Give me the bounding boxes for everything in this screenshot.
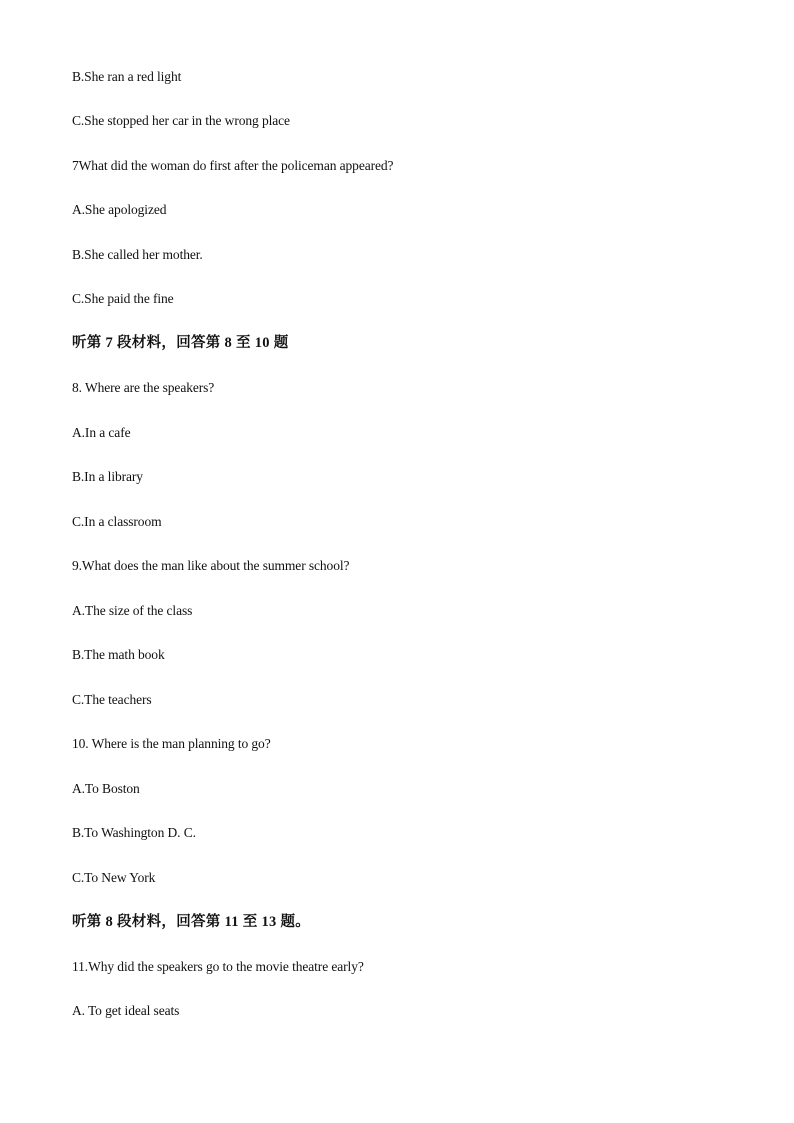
option-line: A.To Boston	[72, 781, 140, 796]
option-line: B.To Washington D. C.	[72, 825, 196, 840]
question-line: 9.What does the man like about the summer school?	[72, 558, 350, 573]
option-line: A. To get ideal seats	[72, 1003, 180, 1018]
option-line: B.She called her mother.	[72, 247, 203, 262]
section-heading: 听第 8 段材料，回答第 11 至 13 题。	[72, 914, 311, 930]
option-line: B.She ran a red light	[72, 69, 182, 84]
option-line: A.The size of the class	[72, 603, 193, 618]
question-line: 7What did the woman do first after the policeman appeared?	[72, 158, 394, 173]
question-line: 11.Why did the speakers go to the movie theatre early?	[72, 959, 364, 974]
option-line: B.In a library	[72, 469, 143, 484]
option-line: C.To New York	[72, 870, 156, 885]
option-line: B.The math book	[72, 647, 165, 662]
option-line: A.She apologized	[72, 202, 167, 217]
question-line: 10. Where is the man planning to go?	[72, 736, 271, 751]
option-line: C.She paid the fine	[72, 291, 174, 306]
option-line: C.The teachers	[72, 692, 152, 707]
option-line: C.She stopped her car in the wrong place	[72, 113, 290, 128]
section-heading: 听第 7 段材料，回答第 8 至 10 题	[72, 335, 289, 351]
option-line: A.In a cafe	[72, 425, 131, 440]
question-line: 8. Where are the speakers?	[72, 380, 215, 395]
option-line: C.In a classroom	[72, 514, 162, 529]
